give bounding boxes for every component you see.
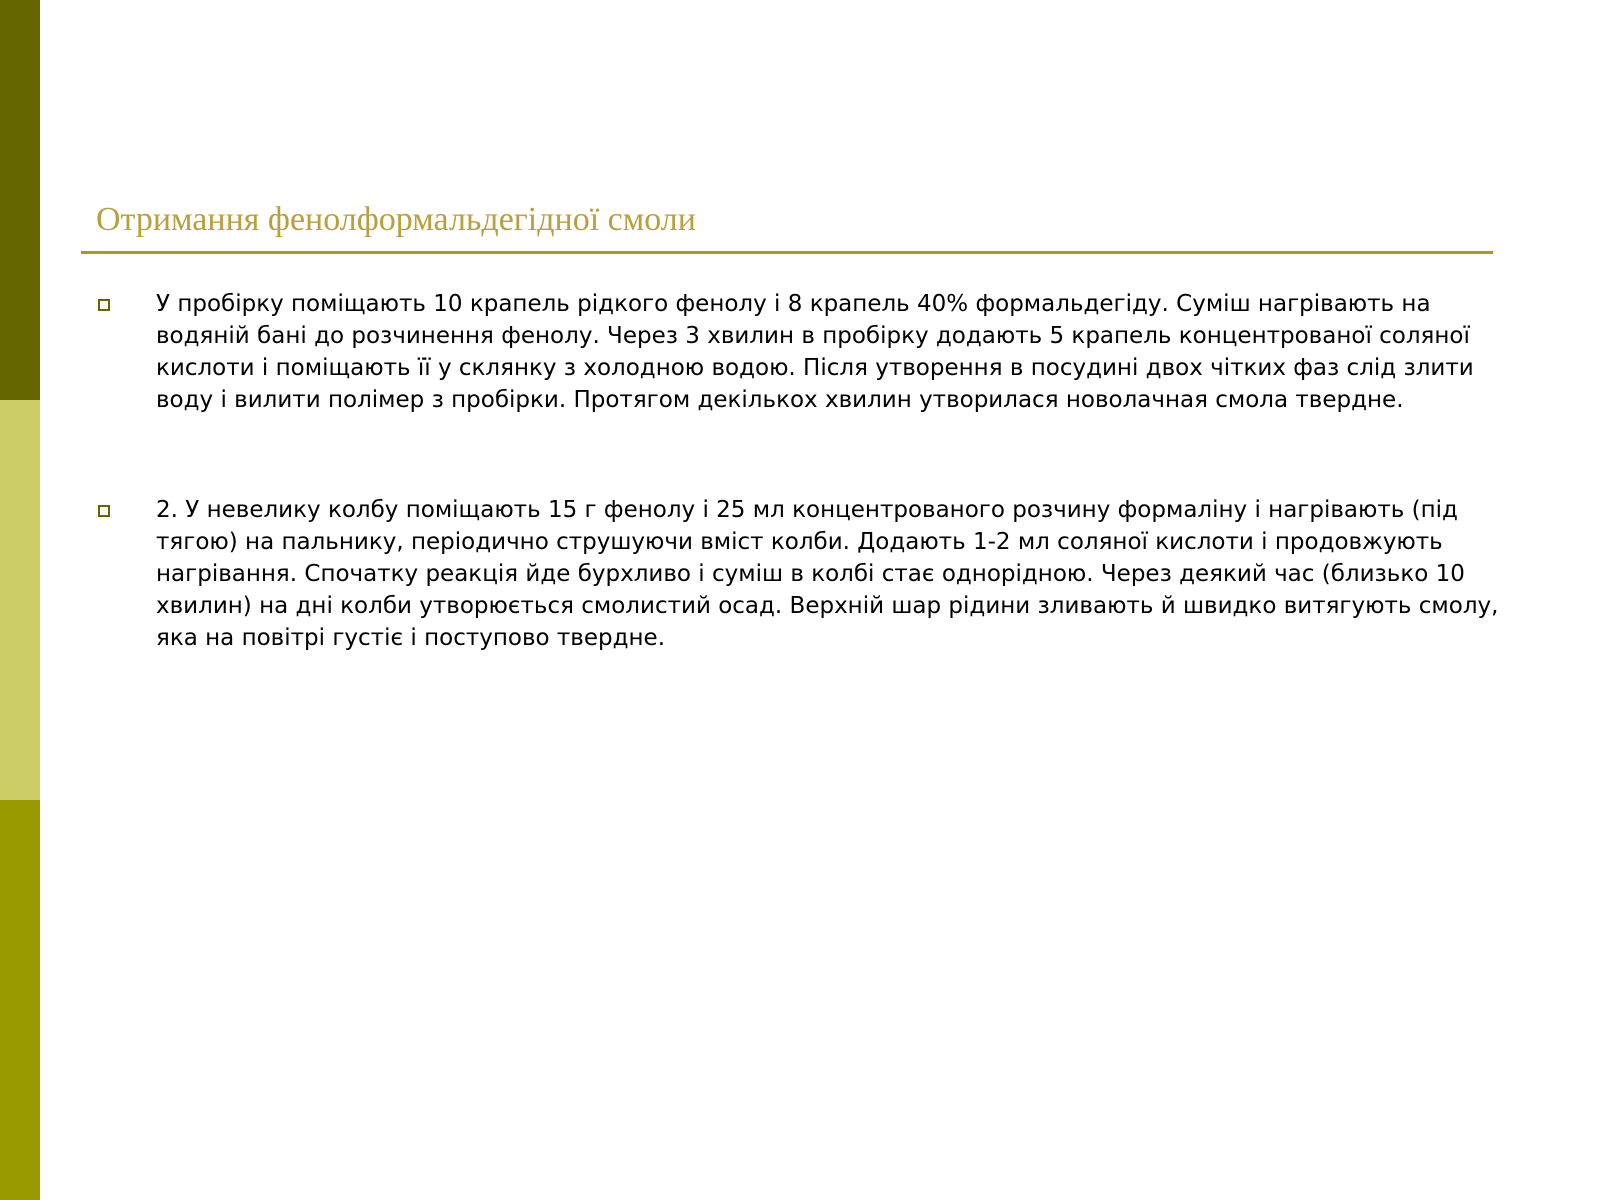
side-stripe-middle	[0, 400, 40, 800]
bullet-text: У пробірку поміщають 10 крапель рідкого фенолу і 8 крапель 40% формальдегіду. Суміш нагрівають на водяній бані до розчинення фенолу. Через 3 хвилин в пробірку додають 5 крапель концентрованої соляної кислоти і поміщають її у склянку з холодною водою. Після утворення в посудині двох чітких фаз слід злити воду і вилити полімер з пробірки. Протягом декількох хвилин утворилася новолачная смола твердне.	[156, 291, 1474, 413]
side-stripe-bottom	[0, 800, 40, 1200]
bullet-text: 2. У невелику колбу поміщають 15 г фенолу і 25 мл концентрованого розчину формаліну і нагрівають (під тягою) на пальнику, періодично струшуючи вміст колби. Додають 1-2 мл соляної кислоти і продовжують нагрівання. Спочатку реакція йде бурхливо і суміш в колбі стає однорідною. Через деякий час (близько 10 хвилин) на дні колби утворюється смолистий осад. Верхній шар рідини зливають й швидко витягують смолу, яка на повітрі густіє і поступово твердне.	[156, 497, 1499, 651]
slide-title: Отримання фенолформальдегідної смоли	[96, 201, 696, 238]
bullet-item	[156, 288, 1506, 416]
bullet-item	[156, 494, 1506, 654]
title-underline	[81, 251, 1493, 254]
hollow-square-bullet-icon	[98, 299, 110, 311]
hollow-square-bullet-icon	[98, 505, 110, 517]
side-stripe-top	[0, 0, 40, 400]
